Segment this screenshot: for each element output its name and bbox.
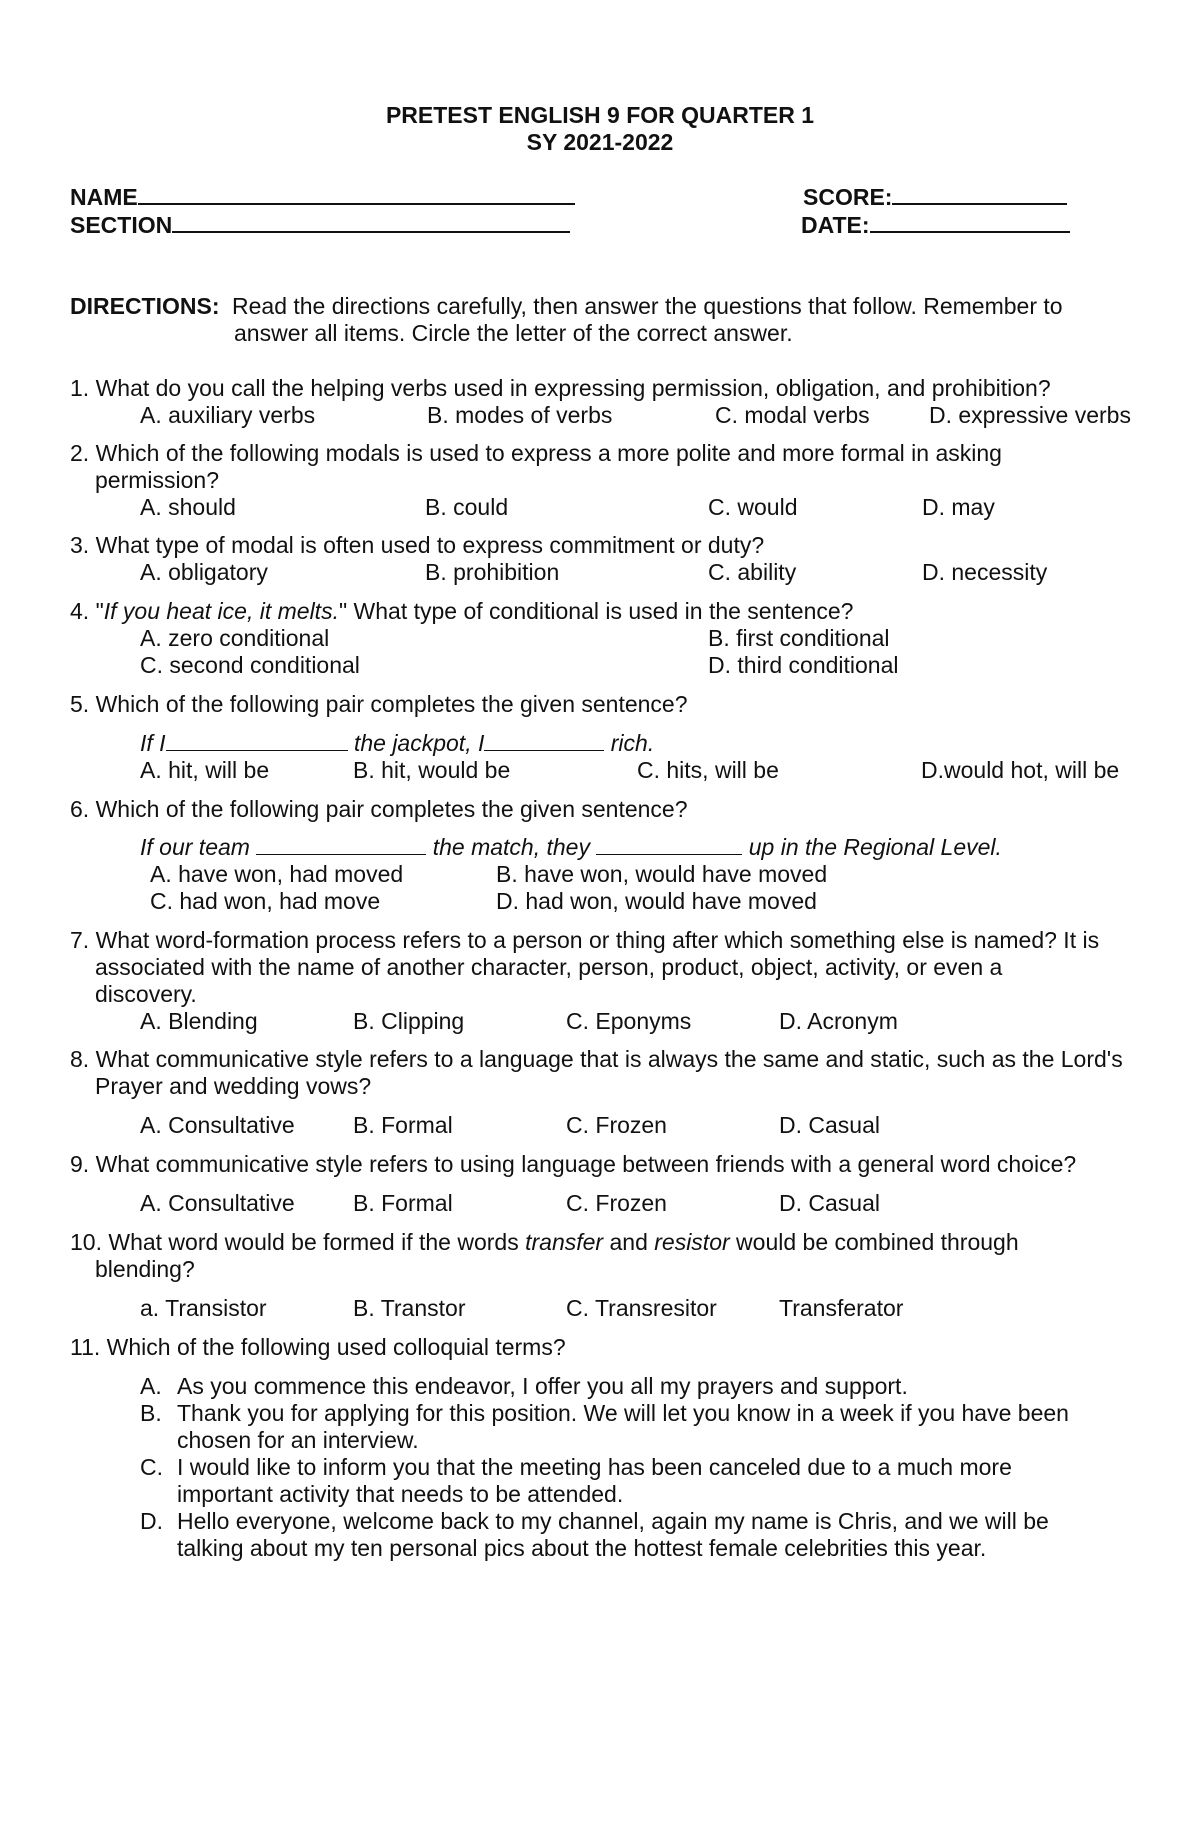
name-field[interactable] bbox=[70, 183, 575, 211]
choice-d[interactable]: D. Acronym bbox=[779, 1008, 898, 1034]
choice-a-letter[interactable]: A. bbox=[140, 1373, 162, 1399]
sentence-part: the jackpot, I bbox=[353, 730, 485, 756]
choice-b[interactable]: B. prohibition bbox=[425, 559, 560, 585]
question-number: 4. " bbox=[70, 598, 104, 624]
question-stem-cont: Prayer and wedding vows? bbox=[95, 1073, 372, 1099]
fill-in-sentence bbox=[140, 834, 1002, 861]
section-blank[interactable] bbox=[172, 211, 570, 233]
choice-c[interactable]: C. Frozen bbox=[566, 1112, 667, 1138]
choice-b[interactable]: B. have won, would have moved bbox=[496, 861, 828, 887]
sentence-blank[interactable] bbox=[166, 730, 348, 751]
score-field[interactable] bbox=[803, 183, 1067, 211]
question-stem: 8. What communicative style refers to a language that is always the same and static, such as the Lord's bbox=[70, 1046, 1123, 1072]
choice-b[interactable]: B. Formal bbox=[353, 1190, 453, 1216]
choice-c[interactable]: C. hits, will be bbox=[637, 757, 779, 783]
choice-d-letter[interactable]: D. bbox=[140, 1508, 163, 1534]
stem-text: and bbox=[603, 1229, 655, 1255]
page-title: PRETEST ENGLISH 9 FOR QUARTER 1 bbox=[385, 102, 815, 128]
choice-b[interactable]: B. hit, would be bbox=[353, 757, 511, 783]
question-stem: 6. Which of the following pair completes the given sentence? bbox=[70, 796, 688, 822]
choice-d-text-cont[interactable]: talking about my ten personal pics about the hottest female celebrities this year. bbox=[177, 1535, 987, 1561]
choice-d[interactable]: Transferator bbox=[779, 1295, 904, 1321]
choice-c-letter[interactable]: C. bbox=[140, 1454, 163, 1480]
choice-b[interactable]: B. Transtor bbox=[353, 1295, 466, 1321]
choice-c-text-cont[interactable]: important activity that needs to be attended. bbox=[177, 1481, 624, 1507]
choice-c[interactable]: C. Eponyms bbox=[566, 1008, 692, 1034]
sentence-blank[interactable] bbox=[256, 834, 426, 855]
question-stem-cont: associated with the name of another character, person, product, object, activity, or even a bbox=[95, 954, 1003, 980]
choice-b-text-cont[interactable]: chosen for an interview. bbox=[177, 1427, 419, 1453]
choice-d[interactable]: D. third conditional bbox=[708, 652, 899, 678]
choice-d[interactable]: D. Casual bbox=[779, 1190, 880, 1216]
sentence-part: the match, they bbox=[432, 834, 590, 860]
directions-text-line2: answer all items. Circle the letter of the correct answer. bbox=[234, 320, 793, 346]
directions-label: DIRECTIONS: bbox=[70, 293, 220, 319]
choice-c[interactable]: C. would bbox=[708, 494, 798, 520]
choice-d[interactable]: D.would hot, will be bbox=[921, 757, 1120, 783]
question-stem bbox=[70, 598, 853, 625]
choice-a[interactable]: A. Consultative bbox=[140, 1112, 295, 1138]
choice-b-letter[interactable]: B. bbox=[140, 1400, 162, 1426]
choice-b-text[interactable]: Thank you for applying for this position. We will let you know in a week if you have been bbox=[177, 1400, 1069, 1426]
choice-a[interactable]: A. auxiliary verbs bbox=[140, 402, 316, 428]
choice-a[interactable]: A. hit, will be bbox=[140, 757, 270, 783]
question-stem-cont: blending? bbox=[95, 1256, 195, 1282]
question-stem bbox=[70, 1229, 1019, 1256]
choice-a[interactable]: A. Consultative bbox=[140, 1190, 295, 1216]
choice-d[interactable]: D. may bbox=[922, 494, 995, 520]
choice-c[interactable]: C. Transresitor bbox=[566, 1295, 717, 1321]
question-stem: 9. What communicative style refers to using language between friends with a general word choice? bbox=[70, 1151, 1077, 1177]
question-stem: 11. Which of the following used colloquial terms? bbox=[70, 1334, 566, 1360]
score-label: SCORE: bbox=[803, 184, 893, 210]
choice-a-text[interactable]: As you commence this endeavor, I offer you all my prayers and support. bbox=[177, 1373, 908, 1399]
stem-text: 10. What word would be formed if the words bbox=[70, 1229, 526, 1255]
date-blank[interactable] bbox=[870, 211, 1070, 233]
date-field[interactable] bbox=[801, 211, 1070, 239]
choice-b[interactable]: B. modes of verbs bbox=[427, 402, 613, 428]
stem-word-resistor: resistor bbox=[654, 1229, 730, 1255]
choice-a[interactable]: A. Blending bbox=[140, 1008, 258, 1034]
choice-c[interactable]: C. ability bbox=[708, 559, 797, 585]
score-blank[interactable] bbox=[892, 183, 1067, 205]
sentence-part: If I bbox=[140, 730, 166, 756]
question-stem: 5. Which of the following pair completes the given sentence? bbox=[70, 691, 688, 717]
choice-d[interactable]: D. necessity bbox=[922, 559, 1048, 585]
choice-c-text[interactable]: I would like to inform you that the meeting has been canceled due to a much more bbox=[177, 1454, 1012, 1480]
choice-b[interactable]: B. Clipping bbox=[353, 1008, 465, 1034]
choice-c[interactable]: C. modal verbs bbox=[715, 402, 870, 428]
question-stem: 1. What do you call the helping verbs used in expressing permission, obligation, and prohibition? bbox=[70, 375, 1051, 401]
choice-a[interactable]: A. obligatory bbox=[140, 559, 268, 585]
fill-in-sentence bbox=[140, 730, 654, 757]
question-stem-cont: permission? bbox=[95, 467, 219, 493]
choice-b[interactable]: B. could bbox=[425, 494, 509, 520]
choice-d[interactable]: D. expressive verbs bbox=[929, 402, 1131, 428]
sentence-part: If our team bbox=[140, 834, 250, 860]
sentence-blank[interactable] bbox=[484, 730, 604, 751]
question-stem: 7. What word-formation process refers to a person or thing after which something else is named? It is bbox=[70, 927, 1100, 953]
choice-a[interactable]: a. Transistor bbox=[140, 1295, 267, 1321]
sentence-part: rich. bbox=[610, 730, 655, 756]
question-stem: 2. Which of the following modals is used to express a more polite and more formal in asking bbox=[70, 440, 1002, 466]
choice-d[interactable]: D. had won, would have moved bbox=[496, 888, 817, 914]
directions-text-line1: Read the directions carefully, then answer the questions that follow. Remember to bbox=[232, 293, 1063, 319]
choice-d-text[interactable]: Hello everyone, welcome back to my channel, again my name is Chris, and we will be bbox=[177, 1508, 1049, 1534]
name-blank[interactable] bbox=[138, 183, 575, 205]
choice-b[interactable]: B. Formal bbox=[353, 1112, 453, 1138]
choice-d[interactable]: D. Casual bbox=[779, 1112, 880, 1138]
name-label: NAME bbox=[70, 184, 138, 210]
choice-a[interactable]: A. zero conditional bbox=[140, 625, 330, 651]
date-label: DATE: bbox=[801, 212, 870, 238]
question-text: " What type of conditional is used in the sentence? bbox=[338, 598, 854, 624]
choice-a[interactable]: A. should bbox=[140, 494, 236, 520]
choice-a[interactable]: A. have won, had moved bbox=[150, 861, 404, 887]
sentence-part: up in the Regional Level. bbox=[748, 834, 1002, 860]
section-label: SECTION bbox=[70, 212, 173, 238]
section-field[interactable] bbox=[70, 211, 570, 239]
choice-c[interactable]: C. had won, had move bbox=[150, 888, 381, 914]
choice-c[interactable]: C. Frozen bbox=[566, 1190, 667, 1216]
stem-word-transfer: transfer bbox=[525, 1229, 604, 1255]
sentence-blank[interactable] bbox=[596, 834, 742, 855]
stem-text: would be combined through bbox=[729, 1229, 1019, 1255]
question-stem-cont: discovery. bbox=[95, 981, 197, 1007]
question-stem: 3. What type of modal is often used to express commitment or duty? bbox=[70, 532, 765, 558]
choice-b[interactable]: B. first conditional bbox=[708, 625, 890, 651]
quoted-sentence: If you heat ice, it melts. bbox=[103, 598, 339, 624]
choice-c[interactable]: C. second conditional bbox=[140, 652, 360, 678]
school-year: SY 2021-2022 bbox=[526, 129, 674, 155]
